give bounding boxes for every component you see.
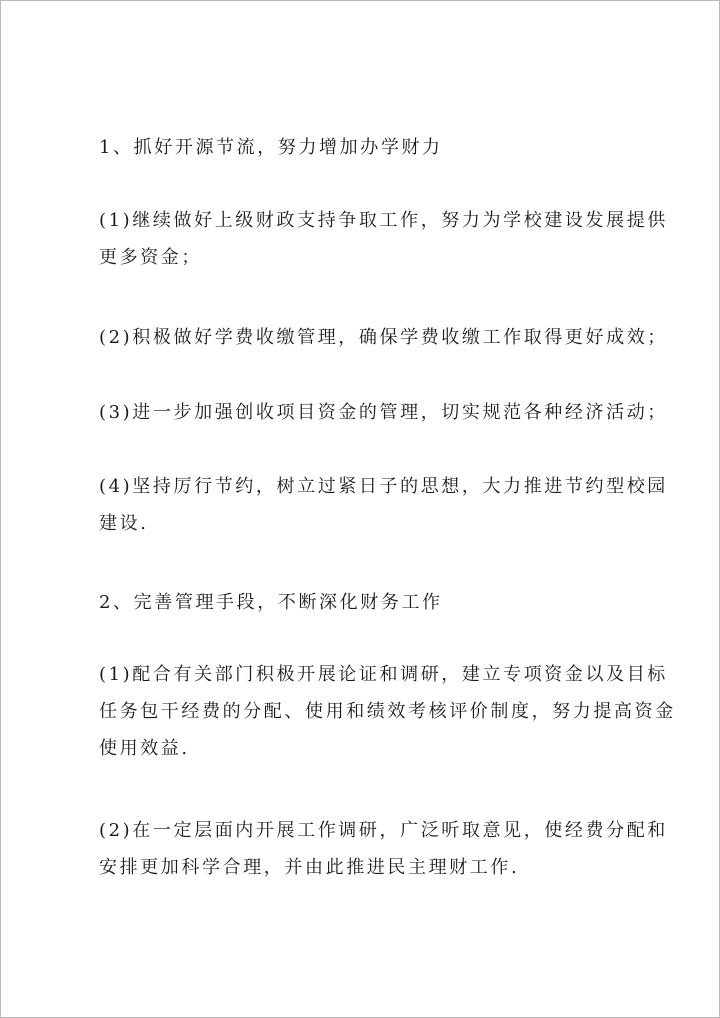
text-line: (1)继续做好上级财政支持争取工作，努力为学校建设发展提供 bbox=[99, 210, 668, 231]
text-line: (1)配合有关部门积极开展论证和调研，建立专项资金以及目标 bbox=[99, 664, 668, 685]
text-line: 建设. bbox=[99, 513, 149, 534]
text-line: (3)进一步加强创收项目资金的管理，切实规范各种经济活动； bbox=[99, 402, 668, 423]
text-line: 更多资金； bbox=[99, 247, 202, 268]
text-line: 任务包干经费的分配、使用和绩效考核评价制度，努力提高资金 bbox=[99, 701, 676, 722]
paragraph-2-2 bbox=[99, 812, 668, 886]
paragraph-2-1 bbox=[99, 656, 676, 767]
paragraph-1-4 bbox=[99, 468, 668, 542]
section-heading-2 bbox=[99, 584, 659, 621]
section-heading-1 bbox=[99, 129, 659, 166]
text-line: 1、抓好开源节流，努力增加办学财力 bbox=[99, 137, 443, 158]
text-line: 2、完善管理手段，不断深化财务工作 bbox=[99, 592, 443, 613]
text-line: (4)坚持厉行节约，树立过紧日子的思想，大力推进节约型校园 bbox=[99, 476, 668, 497]
text-line: (2)在一定层面内开展工作调研，广泛听取意见，使经费分配和 bbox=[99, 820, 668, 841]
text-line: (2)积极做好学费收缴管理，确保学费收缴工作取得更好成效； bbox=[99, 327, 668, 348]
text-line: 安排更加科学合理，并由此推进民主理财工作. bbox=[99, 857, 520, 878]
paragraph-1-1 bbox=[99, 202, 668, 276]
text-line: 使用效益. bbox=[99, 738, 190, 759]
paragraph-1-3 bbox=[99, 394, 668, 431]
paragraph-1-2 bbox=[99, 319, 668, 356]
